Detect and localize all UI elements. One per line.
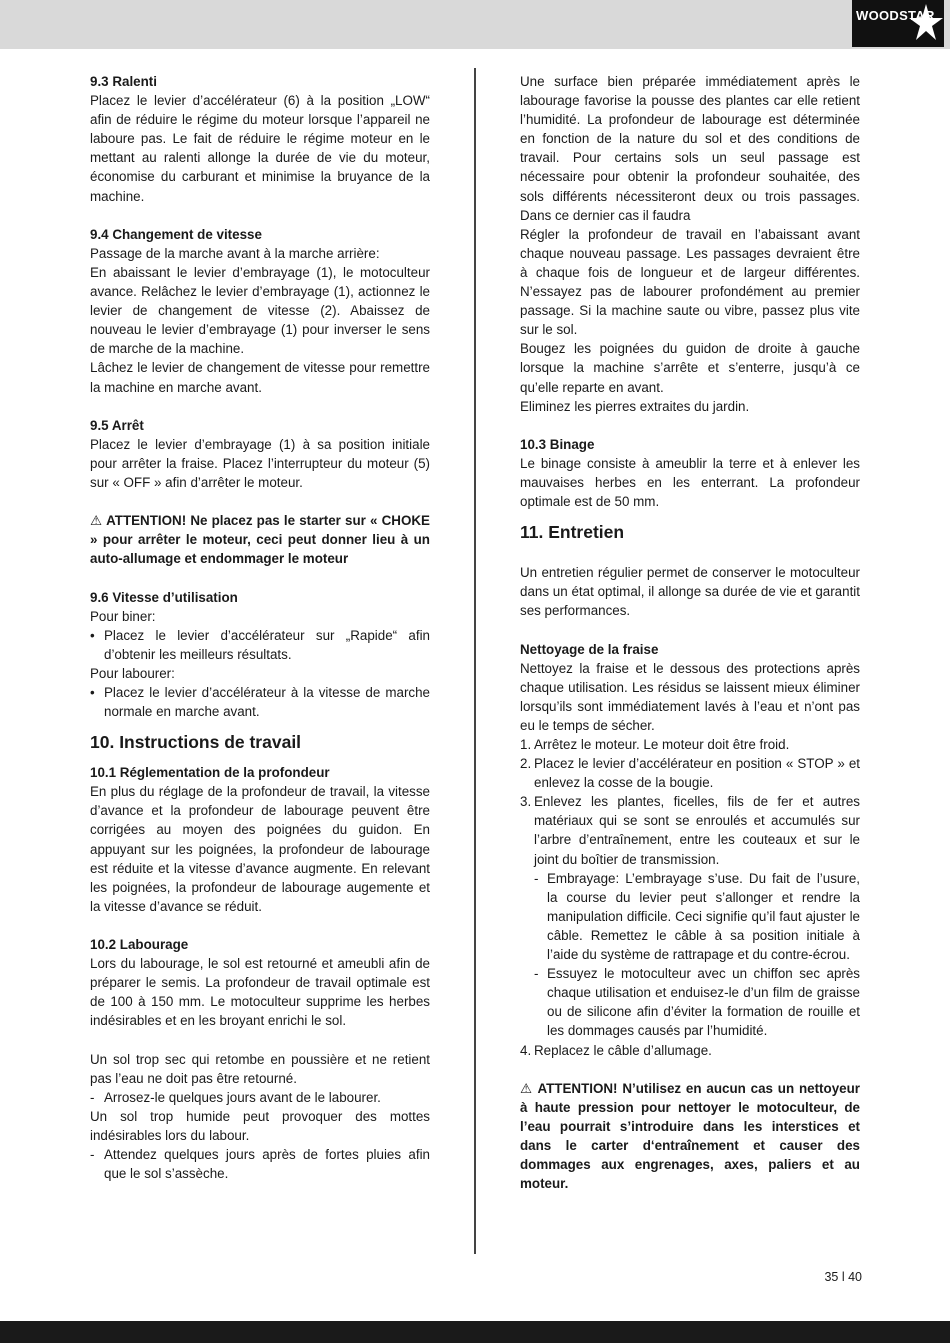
list-item-text: Placez le levier d’accélérateur en position « STOP » et enlevez la cosse de la bougie.: [534, 756, 860, 791]
list-item-text: Placez le levier d’accélérateur sur „Rapide“ afin d’obtenir les meilleurs résultats.: [104, 627, 430, 662]
tillage-para-3: Bougez les poignées du guidon de droite à gauche lorsque la machine s’arrête et s’enterre, jusqu’à ce qu’elle reparte en avant.: [520, 341, 860, 395]
number-marker: 3.: [520, 794, 532, 810]
section-9-3-title: 9.3 Ralenti: [90, 74, 157, 89]
list-item-text: Essuyez le motoculteur avec un chiffon sec après chaque utilisation et enduisez-le d’un film de graisse ou de silicone afin d’éviter la formation de rouille et les dommages causés par l’humidité.: [547, 966, 860, 1039]
warning-icon: ⚠: [90, 513, 103, 529]
footer-bar: [0, 1321, 950, 1343]
tillage-para-4: Eliminez les pierres extraites du jardin.: [520, 398, 750, 414]
list-item-text: Embrayage: L’embrayage s’use. Du fait de l’usure, la course du levier peut s’allonger et rendre la manipulation difficile. Ceci signifie qu’il faut ajuster le câble. Remettez le câble à sa position initiale à l’aide du système de rattrapage et du contre-écrou.: [547, 870, 860, 963]
list-item-text: Replacez le câble d’allumage.: [534, 1042, 712, 1058]
tillage-para-2: Régler la profondeur de travail en l’abaissant avant chaque nouveau passage. Les passages devraient être à chaque fois de longueur et de largeur différentes. N’essayez pas de labourer profondément au premier passage. Si la machine saute ou vibre, passez plus vite sur le sol.: [520, 226, 860, 338]
list-item: [90, 1088, 430, 1107]
star-icon: [902, 2, 944, 44]
list-item: [520, 735, 860, 754]
section-9-4-title: 9.4 Changement de vitesse: [90, 226, 262, 242]
list-item: [520, 792, 860, 868]
section-11-title: 11. Entretien: [520, 522, 625, 543]
section-9-6-para-2: Pour labourer:: [90, 665, 175, 681]
section-11-body: Un entretien régulier permet de conserver le motoculteur dans un état optimal, il allonge sa durée de vie et garantit ses performances.: [520, 565, 860, 619]
right-column: [520, 72, 860, 1193]
section-9-3-body: Placez le levier d’accélérateur (6) à la position „LOW“ afin de réduire le régime du moteur lorsque l’appareil ne laboure pas. Le fait de réduire le régime moteur en le mettant au ralenti allonge la durée de vie du moteur, économise du carburant et minimise la bruyance de la machine.: [90, 93, 430, 204]
sub-list-item: [520, 869, 860, 964]
section-9-6-title: 9.6 Vitesse d’utilisation: [90, 589, 238, 605]
list-item: [520, 1041, 860, 1060]
section-9-4-para-3: Lâchez le levier de changement de vitesse pour remettre la machine en marche avant.: [90, 360, 430, 395]
section-9-4-para-2: En abaissant le levier d’embrayage (1), le motoculteur avance. Relâchez le levier d’embrayage (1), actionnez le levier de changement de vitesse (2). Abaissez de nouveau le levier d’embrayage (1) pour inverser le sens de marche de la machine.: [90, 264, 430, 357]
column-divider: [474, 68, 476, 1254]
section-10-2-body: Lors du labourage, le sol est retourné et ameubli afin de préparer le semis. La profondeur de travail optimale est de 100 à 150 mm. Le motoculteur supprime les herbes indésirables et en les broyant enrichi le sol.: [90, 956, 430, 1029]
section-9-5-title: 9.5 Arrêt: [90, 417, 144, 433]
dash-marker: -: [90, 1089, 95, 1105]
tillage-para-1: Une surface bien préparée immédiatement après le labourage favorise la pousse des plantes car elle retient l’humidité. La profondeur de labourage est déterminée en fonction de la nature du sol et des conditions de travail. Pour certains sols un seul passage est nécessaire pour obtenir la profondeur souhaitée, des sols différents nécessiteront deux ou trois passages. Dans ce dernier cas il faudra: [520, 74, 860, 223]
dash-marker: -: [534, 870, 539, 886]
left-column: [90, 72, 430, 1183]
header-bar: [0, 0, 950, 49]
dash-marker: -: [534, 966, 539, 982]
section-10-1-body: En plus du réglage de la profondeur de travail, la vitesse d’avance et la profondeur de labourage peuvent être corrigées au moyen des poignées du guidon. En appuyant sur les poignées, la profondeur de labourage est réduite et la vitesse d’avance augmente. En relevant les poignées, la profondeur de labourage augemente et la vitesse d’avance se réduit.: [90, 784, 430, 914]
section-10-2-title: 10.2 Labourage: [90, 937, 189, 953]
number-marker: 4.: [520, 1042, 532, 1058]
list-item-text: Placez le levier d’accélérateur à la vitesse de marche normale en marche avant.: [104, 685, 430, 720]
number-marker: 1.: [520, 737, 532, 752]
page-number: 35 l 40: [824, 1270, 862, 1284]
warning-choke: [90, 511, 430, 568]
section-9-4-para-1: Passage de la marche avant à la marche arrière:: [90, 245, 380, 261]
list-item-text: Attendez quelques jours après de fortes pluies afin que le sol s’assèche.: [104, 1147, 430, 1182]
sub-list-item: [520, 964, 860, 1040]
bullet-marker: •: [90, 685, 95, 700]
list-item: [90, 626, 430, 664]
section-10-3-title: 10.3 Binage: [520, 436, 595, 452]
list-item: [90, 683, 430, 721]
section-10-3-body: Le binage consiste à ameublir la terre et à enlever les mauvaises herbes en les enterrant. La profondeur optimale est de 50 mm.: [520, 455, 860, 510]
section-9-6-para-1: Pour biner:: [90, 608, 156, 624]
list-item-text: Arrêtez le moteur. Le moteur doit être froid.: [534, 737, 790, 752]
brand-logo: [852, 0, 944, 47]
list-item: [520, 754, 860, 792]
section-10-2-para-3: Un sol trop humide peut provoquer des mottes indésirables lors du labour.: [90, 1108, 430, 1143]
section-10-2-para-2: Un sol trop sec qui retombe en poussière et ne retient pas l’eau ne doit pas être retourné.: [90, 1051, 430, 1086]
warning-icon: ⚠: [520, 1080, 534, 1096]
bullet-marker: •: [90, 627, 95, 643]
cleaning-body: Nettoyez la fraise et le dessous des protections après chaque utilisation. Les résidus se laissent mieux éliminer lorsqu’ils sont immédiatement lavés à l’eau et n’ont pas eu le temps de sécher.: [520, 660, 860, 733]
number-marker: 2.: [520, 756, 532, 772]
cleaning-title: Nettoyage de la fraise: [520, 641, 659, 657]
list-item-text: Enlevez les plantes, ficelles, fils de fer et autres matériaux qui se sont se enroulés et accumulés sur l’arbre d’entraînement, entre les couteaux et sur le joint du boîtier de transmission.: [534, 794, 860, 867]
list-item: [90, 1145, 430, 1183]
logo-text: WOODSTAR: [856, 8, 935, 23]
warning-choke-text: ATTENTION! Ne placez pas le starter sur « CHOKE » pour arrêter le moteur, ceci peut donner lieu à un auto-allumage et endommager le moteur: [90, 513, 430, 567]
section-9-5-body: Placez le levier d’embrayage (1) à sa position initiale pour arrêter la fraise. Placez l’interrupteur du moteur (5) sur « OFF » afin d’arrêter le moteur.: [90, 436, 430, 490]
section-10-title: 10. Instructions de travail: [90, 732, 302, 753]
warning-pressure-washer: [520, 1079, 860, 1194]
section-10-1-title: 10.1 Réglementation de la profondeur: [90, 765, 330, 781]
dash-marker: -: [90, 1147, 95, 1163]
list-item-text: Arrosez-le quelques jours avant de le labourer.: [104, 1089, 381, 1105]
warning-pressure-washer-text: ATTENTION! N’utilisez en aucun cas un nettoyeur à haute pression pour nettoyer le motoculteur, de l’eau pourrait s’introduire dans les interstices et dans le carter d‘entraînement et causer des dommages aux engrenages, axes, paliers et au moteur.: [520, 1080, 860, 1192]
